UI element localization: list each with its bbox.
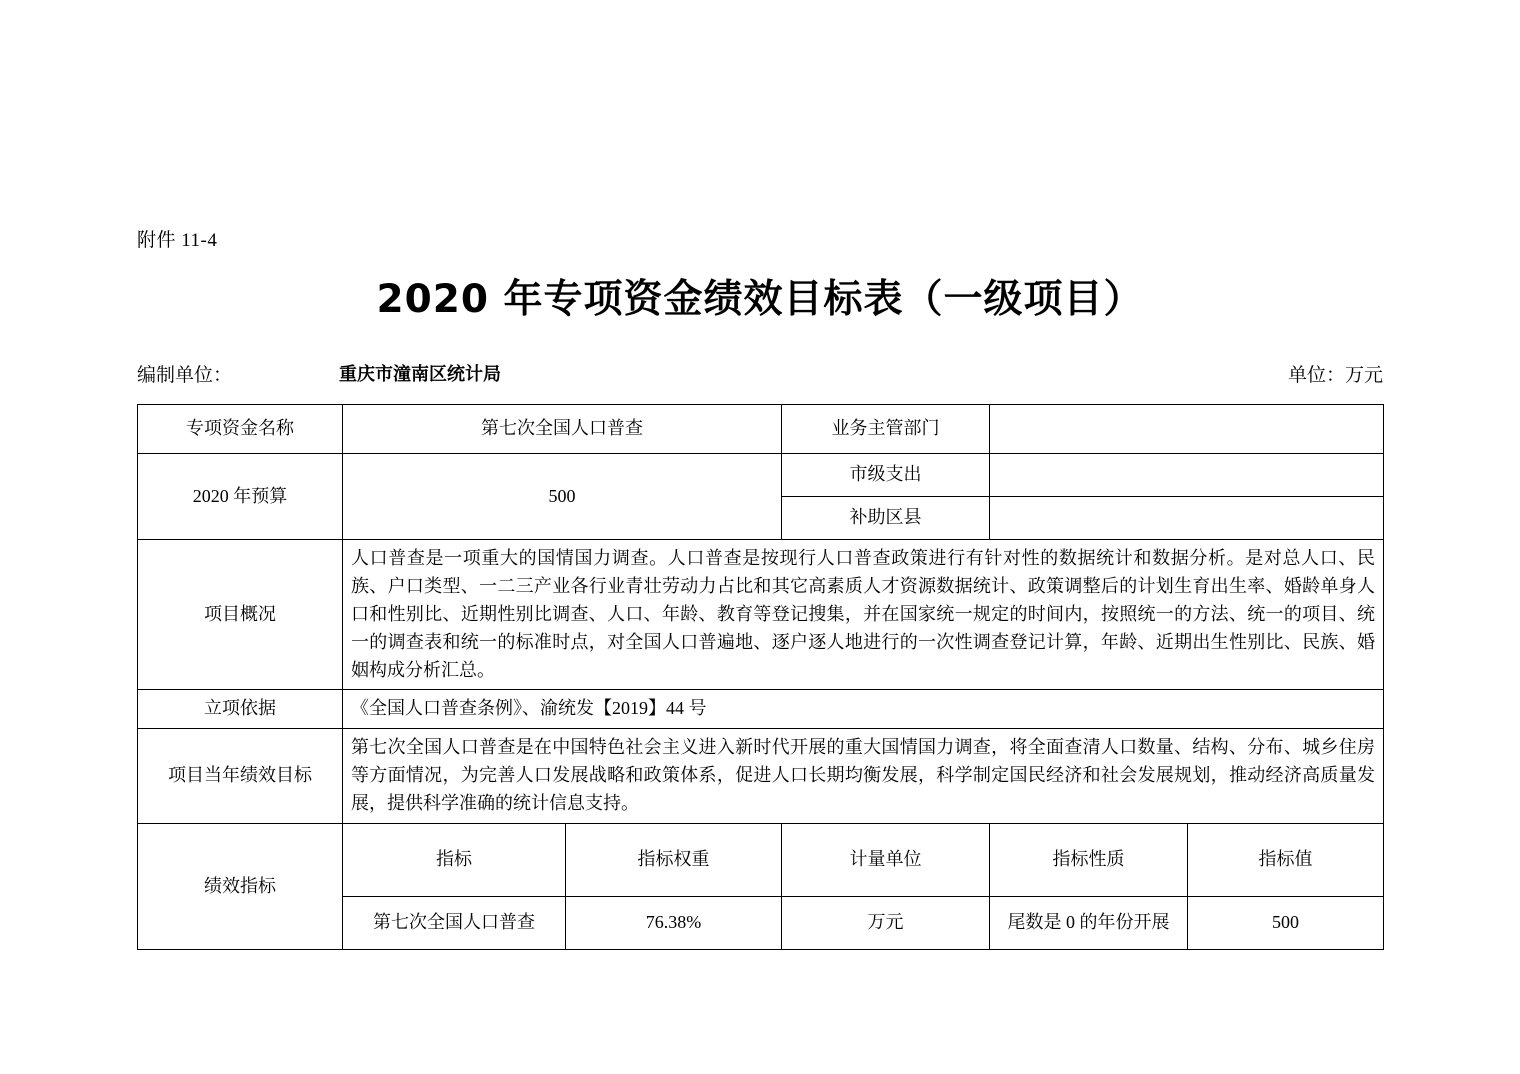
subsidy-label: 补助区县: [782, 497, 990, 540]
goal-label: 项目当年绩效目标: [138, 729, 343, 824]
dept-label: 业务主管部门: [782, 405, 990, 454]
indicator-header-nature: 指标性质: [990, 824, 1188, 897]
table-row: [138, 454, 1384, 497]
indicator-header-unit: 计量单位: [782, 824, 990, 897]
indicator-header-name: 指标: [343, 824, 566, 897]
unit-note: 单位：万元: [1287, 365, 1383, 386]
overview-text: 人口普查是一项重大的国情国力调查。人口普查是按现行人口普查政策进行有针对性的数据统计和数据分析。是对总人口、民族、户口类型、一二三产业各行业青壮劳动力占比和其它高素质人才资源数据统计、政策调整后的计划生育出生率、婚龄单身人口和性别比、近期性别比调查、人口、年龄、教育等登记搜集，并在国家统一规定的时间内，按照统一的方法、统一的项目、统一的调查表和统一的标准时点，对全国人口普遍地、逐户逐人地进行的一次性调查登记计算，年龄、近期出生性别比、民族、婚姻构成分析汇总。: [343, 540, 1384, 690]
indicator-header-weight: 指标权重: [566, 824, 782, 897]
fund-name-label: 专项资金名称: [138, 405, 343, 454]
fund-name-value: 第七次全国人口普查: [343, 405, 782, 454]
attachment-number: 附件 11-4: [137, 230, 218, 251]
indicator-name: 第七次全国人口普查: [343, 897, 566, 950]
indicator-weight: 76.38%: [566, 897, 782, 950]
table-row: [138, 729, 1384, 824]
basis-label: 立项依据: [138, 690, 343, 729]
overview-label: 项目概况: [138, 540, 343, 690]
dept-value: [990, 405, 1384, 454]
budget-value: 500: [343, 454, 782, 540]
city-expense-value: [990, 454, 1384, 497]
performance-goal-table: [137, 404, 1384, 950]
table-row: [138, 405, 1384, 454]
city-expense-label: 市级支出: [782, 454, 990, 497]
compiler-label: 编制单位：: [137, 365, 233, 386]
page-title: 2020 年专项资金绩效目标表（一级项目）: [376, 277, 1144, 322]
table-row: [138, 824, 1384, 897]
indicator-nature: 尾数是 0 的年份开展: [990, 897, 1188, 950]
indicator-value: 500: [1188, 897, 1384, 950]
goal-text: 第七次全国人口普查是在中国特色社会主义进入新时代开展的重大国情国力调查，将全面查清人口数量、结构、分布、城乡住房等方面情况，为完善人口发展战略和政策体系，促进人口长期均衡发展，科学制定国民经济和社会发展规划，推动经济高质量发展，提供科学准确的统计信息支持。: [343, 729, 1384, 824]
budget-label: 2020 年预算: [138, 454, 343, 540]
subsidy-value: [990, 497, 1384, 540]
meta-row: [137, 360, 1383, 386]
basis-text: 《全国人口普查条例》、渝统发【2019】44 号: [343, 690, 1384, 729]
compiler-value: 重庆市潼南区统计局: [339, 364, 501, 385]
indicators-label: 绩效指标: [138, 824, 343, 950]
indicator-header-value: 指标值: [1188, 824, 1384, 897]
indicator-unit: 万元: [782, 897, 990, 950]
table-row: [138, 540, 1384, 690]
table-row: [138, 690, 1384, 729]
